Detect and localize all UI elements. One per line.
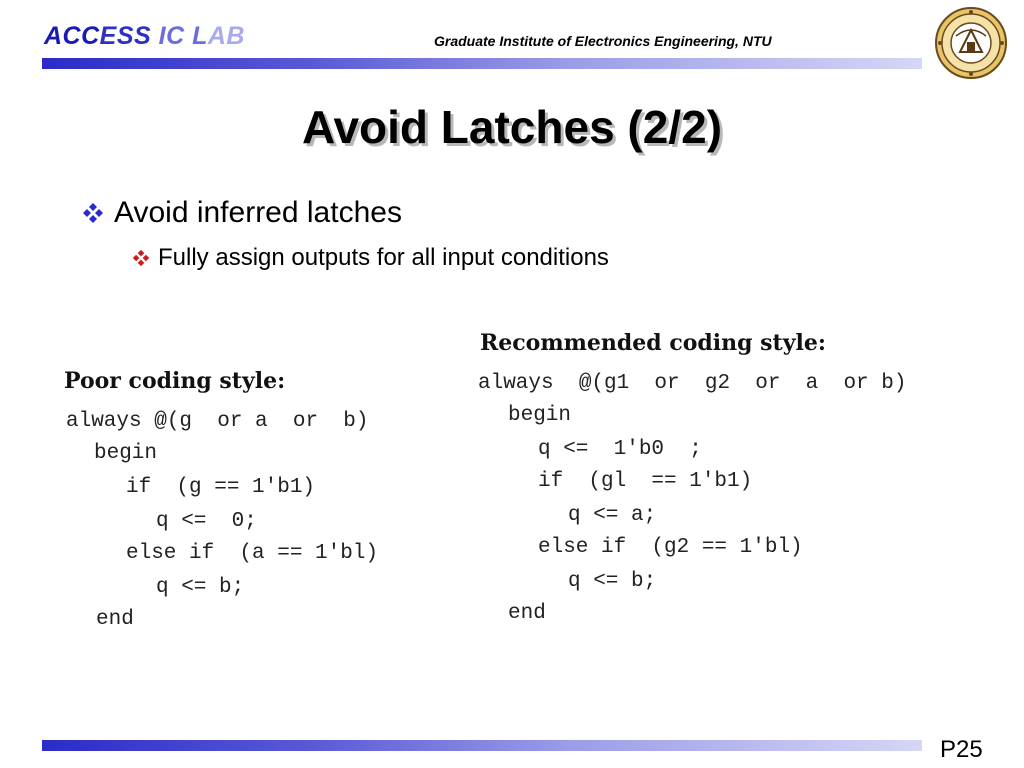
code-line: q <= b; — [568, 570, 657, 593]
footer-divider-bar — [42, 740, 922, 751]
code-line: always @(g or a or b) — [66, 410, 369, 433]
code-line: always @(g1 or g2 or a or b) — [478, 372, 907, 395]
bullet-level-1 — [82, 196, 402, 230]
institute-name: Graduate Institute of Electronics Engineering, NTU — [434, 33, 772, 49]
recommended-code-heading: Recommended coding style: — [480, 330, 826, 356]
poor-code-heading: Poor coding style: — [64, 368, 286, 394]
code-line: q <= a; — [568, 504, 657, 527]
code-line: if (gl == 1'b1) — [538, 470, 753, 493]
code-line: end — [96, 608, 134, 631]
code-line: q <= b; — [156, 576, 245, 599]
code-line: end — [508, 602, 546, 625]
diamond-bullet-icon — [82, 202, 104, 224]
slide-title: Avoid Latches (2/2) — [301, 101, 723, 153]
bullet-text: Fully assign outputs for all input conditions — [158, 244, 609, 271]
header-divider-bar — [42, 58, 922, 69]
code-line: q <= 1'b0 ; — [538, 438, 702, 461]
code-line: else if (g2 == 1'bl) — [538, 536, 803, 559]
code-line: else if (a == 1'bl) — [126, 542, 379, 565]
bullet-level-2 — [132, 244, 609, 272]
code-line: begin — [94, 442, 158, 465]
code-line: q <= 0; — [156, 510, 257, 533]
diamond-bullet-icon — [132, 249, 150, 267]
lab-logo: ACCESS IC LAB — [44, 22, 245, 50]
code-line: if (g == 1'b1) — [126, 476, 316, 499]
code-line: begin — [508, 404, 572, 427]
logo-part-access: ACC — [44, 22, 100, 50]
bullet-text: Avoid inferred latches — [114, 196, 402, 229]
university-seal-icon — [934, 6, 1008, 80]
page-number: P25 — [940, 736, 983, 763]
